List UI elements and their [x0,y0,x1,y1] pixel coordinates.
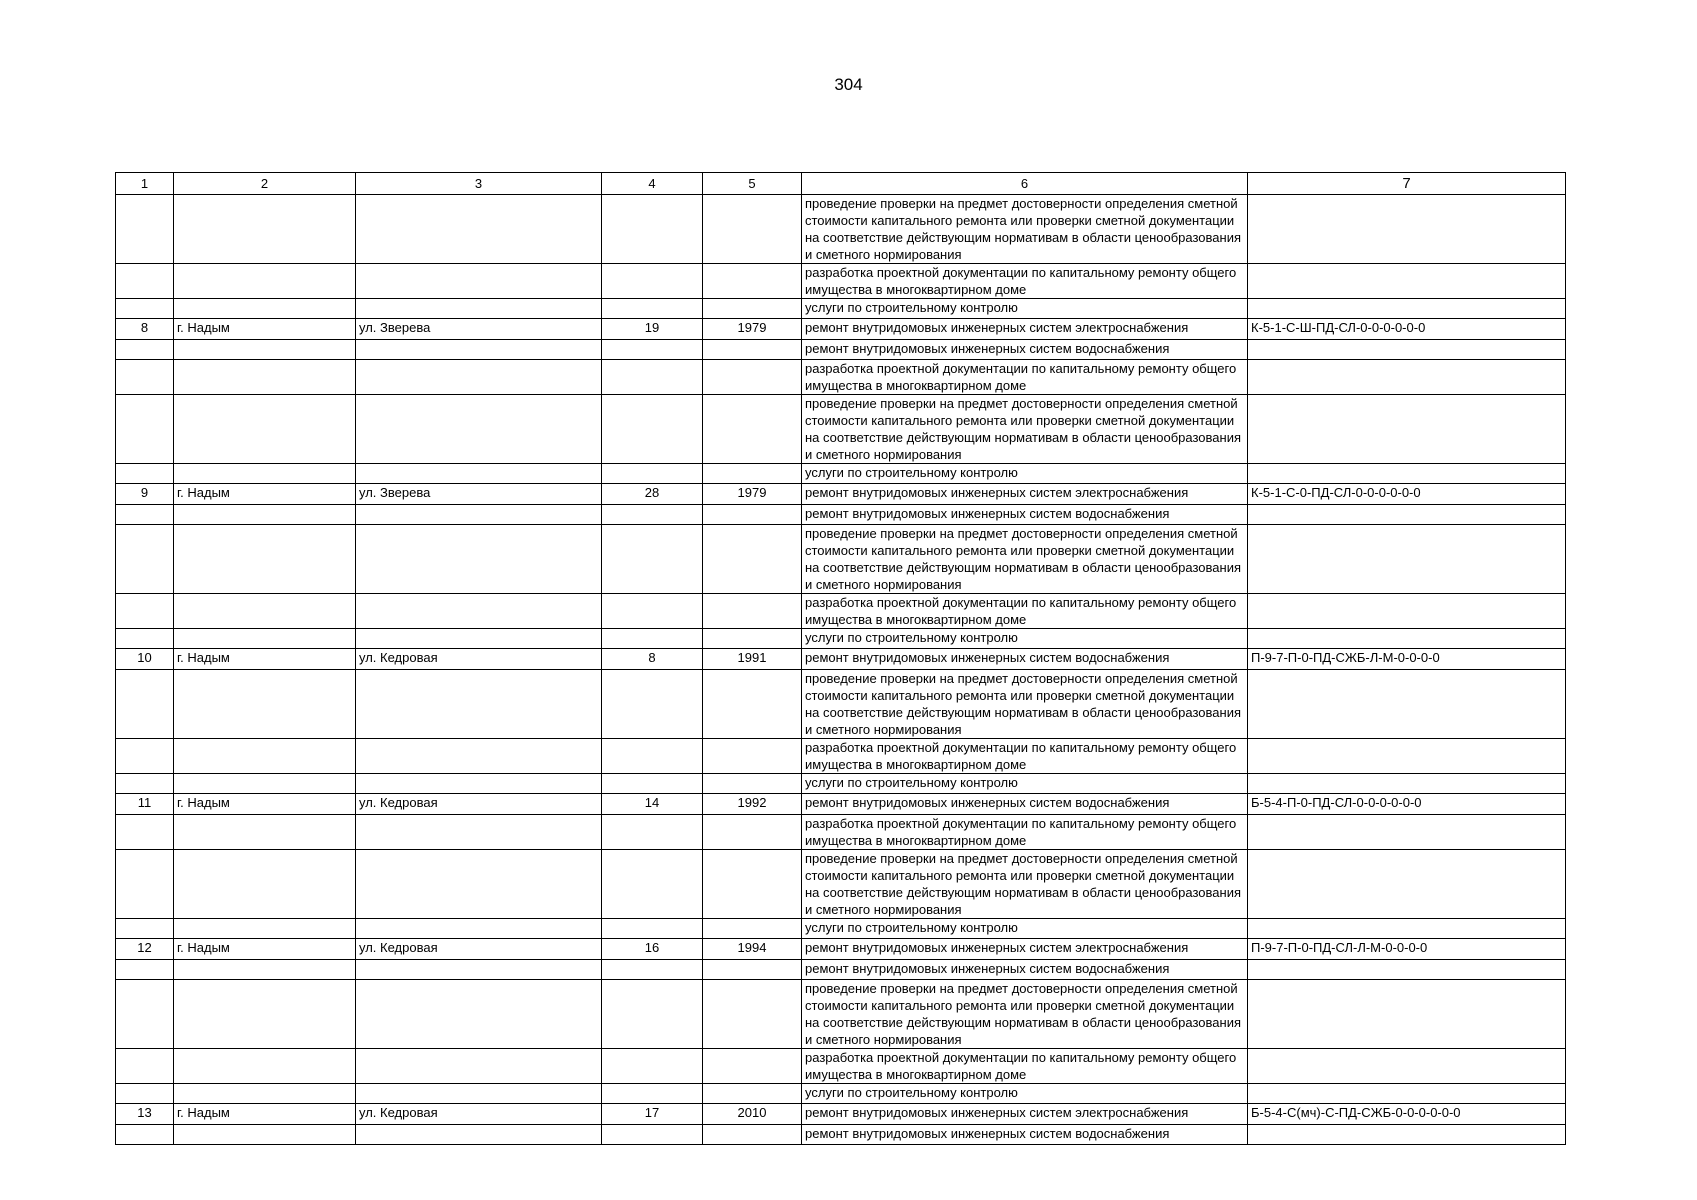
cell-house [602,395,703,464]
table-row [116,360,1566,395]
cell-city [174,980,356,1049]
cell-house [602,960,703,980]
cell-house [602,850,703,919]
cell-city [174,670,356,739]
cell-street [356,815,602,850]
cell-year: 1991 [703,649,802,670]
cell-code [1248,850,1566,919]
cell-city [174,594,356,629]
cell-city: г. Надым [174,939,356,960]
cell-number [116,960,174,980]
cell-number [116,919,174,939]
cell-year [703,670,802,739]
cell-number: 13 [116,1104,174,1125]
cell-number [116,505,174,525]
cell-code [1248,360,1566,395]
cell-work-type: ремонт внутридомовых инженерных систем водоснабжения [802,649,1248,670]
cell-number [116,629,174,649]
cell-city [174,1084,356,1104]
cell-street [356,629,602,649]
cell-city [174,525,356,594]
cell-code [1248,594,1566,629]
cell-house [602,980,703,1049]
table-row-building [116,319,1566,340]
cell-year [703,299,802,319]
cell-number [116,395,174,464]
cell-street [356,525,602,594]
cell-number [116,195,174,264]
cell-house [602,774,703,794]
cell-city: г. Надым [174,1104,356,1125]
cell-street [356,299,602,319]
cell-code [1248,1049,1566,1084]
cell-street [356,340,602,360]
cell-work-type: разработка проектной документации по капитальному ремонту общего имущества в многоквартирном доме [802,360,1248,395]
cell-city [174,340,356,360]
cell-work-type: ремонт внутридомовых инженерных систем водоснабжения [802,505,1248,525]
cell-year [703,980,802,1049]
table-row [116,340,1566,360]
cell-city [174,195,356,264]
table-row [116,1125,1566,1145]
cell-house [602,594,703,629]
cell-house [602,1049,703,1084]
cell-work-type: разработка проектной документации по капитальному ремонту общего имущества в многоквартирном доме [802,264,1248,299]
cell-street [356,980,602,1049]
cell-code [1248,195,1566,264]
table-row [116,980,1566,1049]
table-row [116,815,1566,850]
table-row [116,739,1566,774]
cell-work-type: услуги по строительному контролю [802,629,1248,649]
table-row-building [116,649,1566,670]
cell-work-type: проведение проверки на предмет достоверности определения сметной стоимости капитального ремонта или проверки сметной документации на соответствие действующим нормативам в области ценообразования и сметного нормирования [802,670,1248,739]
cell-street: ул. Кедровая [356,1104,602,1125]
table-row [116,299,1566,319]
cell-year [703,850,802,919]
cell-year [703,774,802,794]
table-row [116,464,1566,484]
cell-work-type: услуги по строительному контролю [802,774,1248,794]
cell-number [116,1084,174,1104]
cell-house: 16 [602,939,703,960]
cell-street [356,774,602,794]
cell-code [1248,919,1566,939]
cell-house [602,525,703,594]
cell-city [174,264,356,299]
page-number: 304 [834,75,863,94]
table-row [116,960,1566,980]
table-row [116,629,1566,649]
column-header: 2 [174,173,356,195]
cell-street [356,1049,602,1084]
cell-city [174,1125,356,1145]
cell-street [356,919,602,939]
cell-street [356,594,602,629]
table-row [116,850,1566,919]
cell-code [1248,299,1566,319]
cell-code [1248,340,1566,360]
cell-house [602,264,703,299]
cell-number: 12 [116,939,174,960]
table-row-building [116,1104,1566,1125]
cell-code [1248,395,1566,464]
cell-number [116,594,174,629]
cell-year [703,815,802,850]
cell-code [1248,670,1566,739]
table-row [116,264,1566,299]
cell-street [356,360,602,395]
cell-year: 1992 [703,794,802,815]
repair-registry-table [115,172,1566,1145]
table-row [116,525,1566,594]
cell-street: ул. Кедровая [356,649,602,670]
cell-street: ул. Зверева [356,484,602,505]
cell-work-type: разработка проектной документации по капитальному ремонту общего имущества в многоквартирном доме [802,815,1248,850]
column-header: 7 [1248,173,1566,195]
cell-city [174,1049,356,1084]
table-row [116,195,1566,264]
cell-code: К-5-1-С-Ш-ПД-СЛ-0-0-0-0-0-0 [1248,319,1566,340]
cell-house: 17 [602,1104,703,1125]
cell-city: г. Надым [174,794,356,815]
cell-number: 11 [116,794,174,815]
cell-number [116,340,174,360]
table-row-building [116,484,1566,505]
cell-city [174,739,356,774]
cell-street [356,1084,602,1104]
cell-work-type: ремонт внутридомовых инженерных систем электроснабжения [802,484,1248,505]
cell-work-type: разработка проектной документации по капитальному ремонту общего имущества в многоквартирном доме [802,594,1248,629]
cell-number: 9 [116,484,174,505]
cell-code: К-5-1-С-0-ПД-СЛ-0-0-0-0-0-0 [1248,484,1566,505]
cell-work-type: услуги по строительному контролю [802,299,1248,319]
cell-city [174,505,356,525]
cell-number [116,739,174,774]
cell-city: г. Надым [174,319,356,340]
cell-house [602,670,703,739]
cell-house: 28 [602,484,703,505]
cell-house [602,739,703,774]
cell-street [356,739,602,774]
cell-street [356,960,602,980]
cell-code: П-9-7-П-0-ПД-СЖБ-Л-М-0-0-0-0 [1248,649,1566,670]
column-header: 6 [802,173,1248,195]
cell-city [174,960,356,980]
cell-number: 10 [116,649,174,670]
cell-street [356,195,602,264]
cell-code [1248,960,1566,980]
cell-year [703,340,802,360]
cell-work-type: услуги по строительному контролю [802,919,1248,939]
cell-house [602,815,703,850]
cell-code [1248,739,1566,774]
cell-year: 1979 [703,484,802,505]
column-header: 4 [602,173,703,195]
cell-year [703,919,802,939]
cell-street [356,395,602,464]
cell-work-type: ремонт внутридомовых инженерных систем водоснабжения [802,1125,1248,1145]
cell-street [356,1125,602,1145]
cell-street [356,464,602,484]
cell-year [703,960,802,980]
cell-year: 2010 [703,1104,802,1125]
cell-house: 14 [602,794,703,815]
cell-house [602,195,703,264]
cell-house [602,1084,703,1104]
cell-number [116,360,174,395]
cell-year [703,1125,802,1145]
cell-house [602,464,703,484]
cell-year [703,739,802,774]
cell-number [116,980,174,1049]
cell-number [116,464,174,484]
cell-house [602,505,703,525]
cell-code: Б-5-4-С(мч)-С-ПД-СЖБ-0-0-0-0-0-0 [1248,1104,1566,1125]
cell-work-type: ремонт внутридомовых инженерных систем электроснабжения [802,319,1248,340]
cell-work-type: ремонт внутридомовых инженерных систем электроснабжения [802,1104,1248,1125]
cell-code: Б-5-4-П-0-ПД-СЛ-0-0-0-0-0-0 [1248,794,1566,815]
cell-number [116,815,174,850]
table-row-building [116,939,1566,960]
cell-year [703,464,802,484]
cell-work-type: проведение проверки на предмет достоверности определения сметной стоимости капитального ремонта или проверки сметной документации на соответствие действующим нормативам в области ценообразования и сметного нормирования [802,395,1248,464]
cell-city [174,774,356,794]
cell-street: ул. Зверева [356,319,602,340]
cell-street [356,264,602,299]
table-row [116,1049,1566,1084]
cell-street [356,505,602,525]
cell-year [703,629,802,649]
cell-work-type: проведение проверки на предмет достоверности определения сметной стоимости капитального ремонта или проверки сметной документации на соответствие действующим нормативам в области ценообразования и сметного нормирования [802,850,1248,919]
cell-work-type: ремонт внутридомовых инженерных систем электроснабжения [802,939,1248,960]
cell-number [116,1049,174,1084]
cell-city [174,850,356,919]
cell-number [116,525,174,594]
cell-year [703,264,802,299]
table-body [116,195,1566,1145]
column-header: 3 [356,173,602,195]
cell-city [174,360,356,395]
table-row [116,505,1566,525]
table-header-row [116,173,1566,195]
cell-city [174,629,356,649]
cell-street [356,850,602,919]
cell-code [1248,815,1566,850]
cell-work-type: разработка проектной документации по капитальному ремонту общего имущества в многоквартирном доме [802,1049,1248,1084]
table-row [116,395,1566,464]
cell-house [602,360,703,395]
table-row [116,670,1566,739]
cell-number [116,670,174,739]
cell-street: ул. Кедровая [356,939,602,960]
cell-house [602,629,703,649]
table-row [116,774,1566,794]
cell-number [116,264,174,299]
cell-work-type: услуги по строительному контролю [802,1084,1248,1104]
cell-work-type: ремонт внутридомовых инженерных систем водоснабжения [802,960,1248,980]
cell-number [116,299,174,319]
cell-house [602,919,703,939]
cell-code [1248,1084,1566,1104]
cell-street [356,670,602,739]
cell-year: 1979 [703,319,802,340]
cell-house [602,1125,703,1145]
cell-number [116,1125,174,1145]
cell-house: 19 [602,319,703,340]
column-header: 5 [703,173,802,195]
cell-number [116,774,174,794]
cell-street: ул. Кедровая [356,794,602,815]
cell-work-type: проведение проверки на предмет достоверности определения сметной стоимости капитального ремонта или проверки сметной документации на соответствие действующим нормативам в области ценообразования и сметного нормирования [802,980,1248,1049]
cell-code [1248,464,1566,484]
cell-work-type: проведение проверки на предмет достоверности определения сметной стоимости капитального ремонта или проверки сметной документации на соответствие действующим нормативам в области ценообразования и сметного нормирования [802,195,1248,264]
cell-house [602,340,703,360]
cell-year [703,505,802,525]
cell-year [703,1084,802,1104]
cell-code [1248,505,1566,525]
cell-work-type: услуги по строительному контролю [802,464,1248,484]
cell-code [1248,629,1566,649]
cell-year [703,1049,802,1084]
cell-code [1248,980,1566,1049]
cell-code [1248,1125,1566,1145]
cell-city [174,919,356,939]
table-row [116,919,1566,939]
cell-city [174,464,356,484]
cell-number [116,850,174,919]
cell-city: г. Надым [174,484,356,505]
table-row [116,1084,1566,1104]
cell-work-type: проведение проверки на предмет достоверности определения сметной стоимости капитального ремонта или проверки сметной документации на соответствие действующим нормативам в области ценообразования и сметного нормирования [802,525,1248,594]
table-row-building [116,794,1566,815]
cell-work-type: ремонт внутридомовых инженерных систем водоснабжения [802,794,1248,815]
cell-code [1248,264,1566,299]
table-row [116,594,1566,629]
column-header: 1 [116,173,174,195]
cell-code: П-9-7-П-0-ПД-СЛ-Л-М-0-0-0-0 [1248,939,1566,960]
cell-code [1248,525,1566,594]
cell-work-type: разработка проектной документации по капитальному ремонту общего имущества в многоквартирном доме [802,739,1248,774]
cell-number: 8 [116,319,174,340]
cell-code [1248,774,1566,794]
cell-house: 8 [602,649,703,670]
cell-year [703,360,802,395]
cell-city [174,395,356,464]
cell-city [174,299,356,319]
cell-city [174,815,356,850]
cell-year [703,395,802,464]
cell-house [602,299,703,319]
cell-city: г. Надым [174,649,356,670]
cell-year: 1994 [703,939,802,960]
cell-year [703,594,802,629]
cell-year [703,525,802,594]
cell-year [703,195,802,264]
cell-work-type: ремонт внутридомовых инженерных систем водоснабжения [802,340,1248,360]
